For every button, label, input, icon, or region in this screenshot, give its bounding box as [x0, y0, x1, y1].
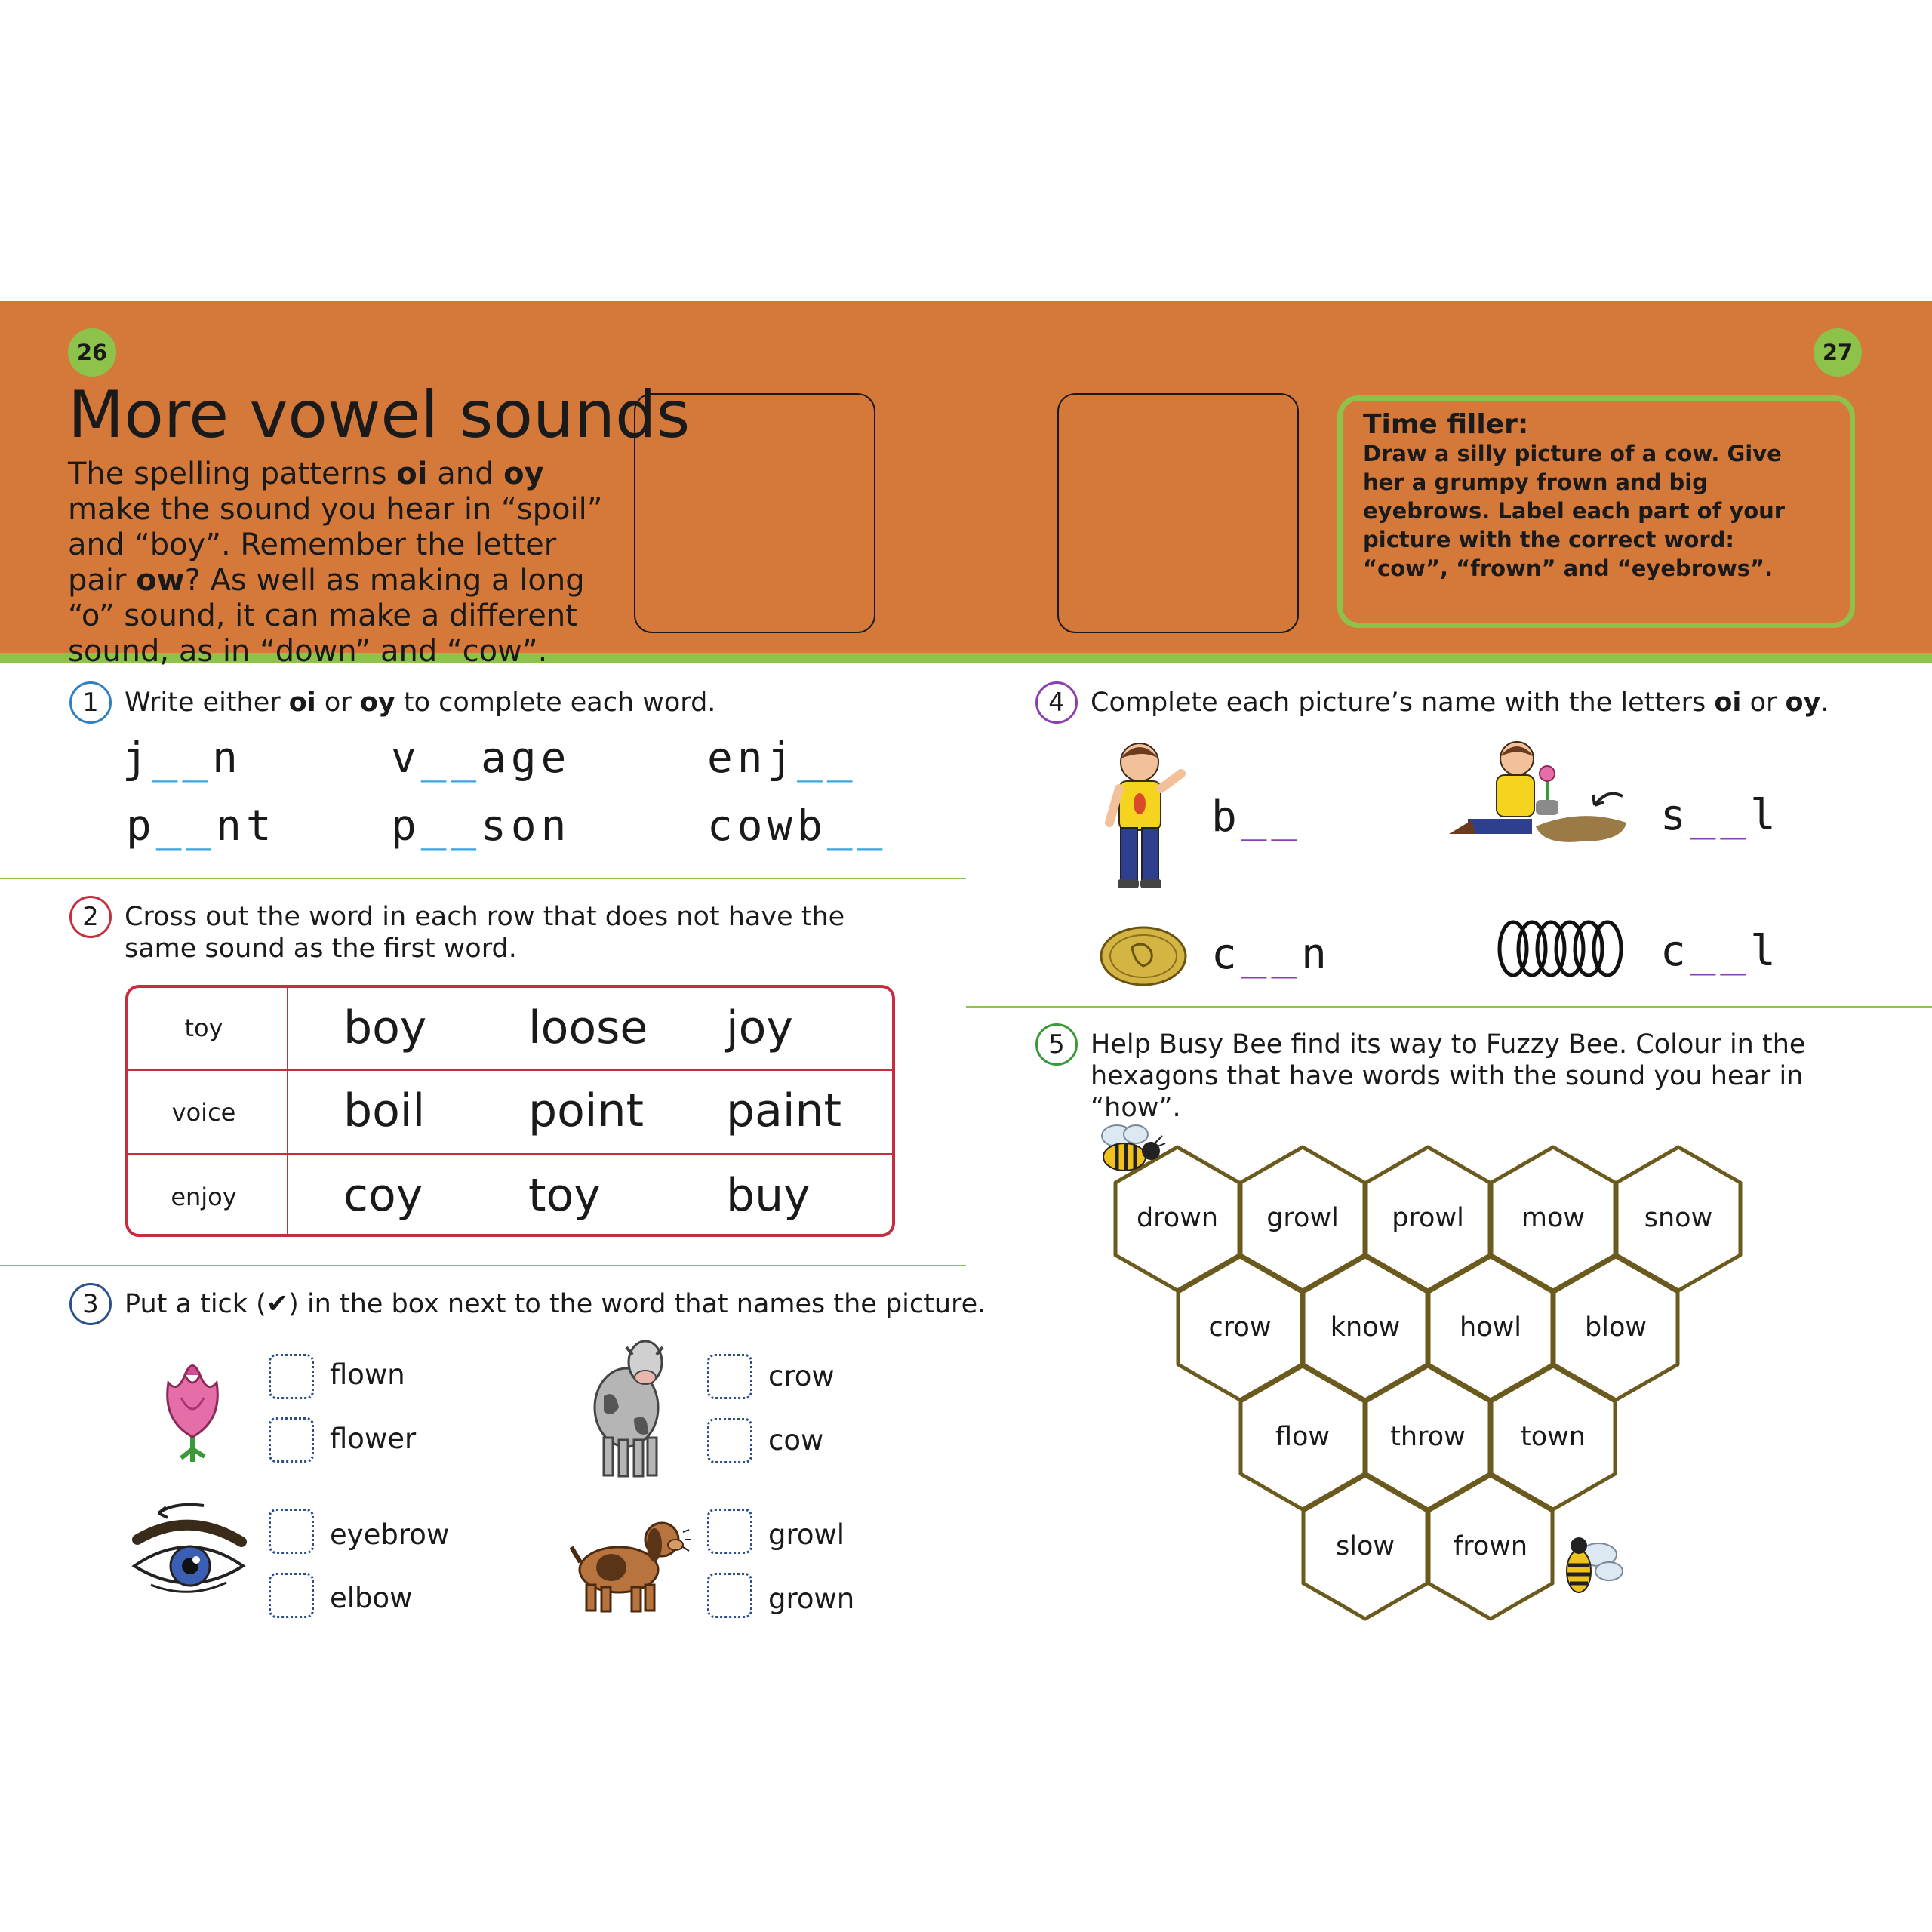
hex-word-crow[interactable]: crow	[1208, 1312, 1272, 1343]
q2-row-line	[128, 1153, 892, 1155]
coin-icon	[1098, 924, 1189, 989]
q2-row-1-lead: toy	[184, 1014, 223, 1042]
q4-word-coil[interactable]: c__l	[1660, 927, 1780, 976]
flower-icon	[155, 1352, 230, 1466]
q4-word-soil[interactable]: s__l	[1660, 791, 1780, 840]
tickbox-flown[interactable]	[269, 1354, 314, 1399]
hex-word-prowl[interactable]: prowl	[1392, 1203, 1464, 1233]
question-5-number: 5	[1035, 1023, 1078, 1066]
option-eyebrow: eyebrow	[330, 1518, 450, 1551]
question-5-instruction: Help Busy Bee find its way to Fuzzy Bee. Colour in the hexagons that have words with the sound you hear in “how”.	[1091, 1029, 1806, 1123]
q4-word-boy[interactable]: b__	[1211, 792, 1302, 841]
q2-table-divider	[287, 988, 288, 1234]
hex-word-throw[interactable]: throw	[1390, 1422, 1466, 1452]
option-flown: flown	[330, 1358, 405, 1391]
fuzzy-bee-icon	[1555, 1532, 1626, 1600]
divider-q4	[966, 1006, 1932, 1008]
busy-bee-icon	[1094, 1121, 1166, 1181]
question-4-number: 4	[1035, 681, 1078, 724]
question-1-instruction: Write either oi or oy to complete each word.	[125, 688, 716, 718]
q1-word-3[interactable]: enj__	[707, 734, 857, 783]
hex-word-mow[interactable]: mow	[1521, 1203, 1586, 1233]
question-3-instruction: Put a tick (✔) in the box next to the word that names the picture.	[125, 1289, 986, 1319]
q2-row-1-word-1[interactable]: boy	[343, 1001, 427, 1054]
option-grown: grown	[768, 1583, 855, 1615]
question-1-number: 1	[69, 681, 112, 724]
divider-q1	[0, 878, 966, 879]
page-number-right: 27	[1814, 328, 1862, 377]
option-crow: crow	[768, 1360, 835, 1392]
q2-row-2-word-2[interactable]: point	[528, 1084, 645, 1137]
intro-text: The spelling patterns oi and oy make the sound you hear in “spoil” and “boy”. Remember the letter pair ow? As well as making a long “o” sound, it can make a different sound, as in “down” and “cow”.	[68, 457, 603, 669]
time-filler-text: Draw a silly picture of a cow. Give her a grumpy frown and big eyebrows. Label each part of your picture with the correct word: “cow”, “frown” and “eyebrows”.	[1363, 441, 1786, 581]
hex-word-frown[interactable]: frown	[1453, 1531, 1528, 1561]
tickbox-elbow[interactable]	[269, 1573, 314, 1618]
option-cow: cow	[768, 1424, 824, 1457]
option-flower: flower	[330, 1423, 417, 1455]
tickbox-grown[interactable]	[707, 1573, 752, 1618]
hex-word-blow[interactable]: blow	[1585, 1312, 1647, 1343]
hex-word-know[interactable]: know	[1330, 1312, 1401, 1343]
tickbox-crow[interactable]	[707, 1354, 752, 1399]
q1-word-6[interactable]: cowb__	[707, 801, 888, 851]
q2-row-line	[128, 1069, 892, 1071]
eye-icon	[128, 1498, 249, 1600]
q2-table	[125, 985, 895, 1237]
q2-row-2-word-3[interactable]: paint	[726, 1084, 842, 1137]
hex-word-snow[interactable]: snow	[1644, 1203, 1713, 1233]
q2-row-2-word-1[interactable]: boil	[343, 1084, 426, 1137]
divider-q2	[0, 1265, 966, 1266]
q1-word-4[interactable]: p__nt	[126, 801, 276, 851]
soil-icon	[1445, 736, 1634, 864]
q2-row-3-word-2[interactable]: toy	[528, 1169, 601, 1222]
time-filler-title: Time filler:	[1363, 409, 1529, 440]
hex-word-drown[interactable]: drown	[1136, 1203, 1219, 1233]
page-number-left: 26	[68, 328, 116, 377]
option-elbow: elbow	[330, 1582, 413, 1614]
q4-word-coin[interactable]: c__n	[1211, 930, 1331, 979]
q2-row-1-word-2[interactable]: loose	[528, 1001, 648, 1054]
q1-word-5[interactable]: p__son	[391, 801, 571, 851]
question-4-instruction: Complete each picture’s name with the letters oi or oy.	[1091, 688, 1829, 718]
tickbox-flower[interactable]	[269, 1417, 314, 1463]
q2-row-3-word-3[interactable]: buy	[726, 1169, 811, 1222]
tickbox-cow[interactable]	[707, 1418, 752, 1463]
drawing-box-2[interactable]	[1057, 393, 1299, 633]
tickbox-eyebrow[interactable]	[269, 1509, 314, 1554]
question-2-instruction: Cross out the word in each row that does not have the same sound as the first word.	[125, 902, 845, 964]
boy-icon	[1098, 736, 1196, 891]
hex-word-howl[interactable]: howl	[1460, 1312, 1521, 1343]
hex-word-town[interactable]: town	[1521, 1422, 1586, 1452]
q2-row-3-lead: enjoy	[171, 1183, 237, 1211]
tickbox-growl[interactable]	[707, 1509, 752, 1554]
coil-icon	[1494, 915, 1630, 983]
q2-row-2-lead: voice	[171, 1098, 236, 1127]
q2-row-1-word-3[interactable]: joy	[726, 1001, 793, 1054]
hex-word-growl[interactable]: growl	[1266, 1203, 1339, 1233]
q1-word-1[interactable]: j__n	[122, 734, 242, 783]
hex-word-flow[interactable]: flow	[1275, 1422, 1331, 1452]
cow-icon	[581, 1336, 679, 1479]
question-2-number: 2	[69, 896, 112, 938]
option-growl: growl	[768, 1518, 845, 1551]
page-title: More vowel sounds	[68, 377, 691, 453]
drawing-box-1[interactable]	[634, 393, 875, 633]
hex-word-slow[interactable]: slow	[1336, 1531, 1395, 1561]
q2-row-3-word-1[interactable]: coy	[343, 1169, 423, 1222]
dog-icon	[570, 1513, 691, 1615]
q1-word-2[interactable]: v__age	[391, 734, 571, 783]
question-3-number: 3	[69, 1283, 112, 1325]
